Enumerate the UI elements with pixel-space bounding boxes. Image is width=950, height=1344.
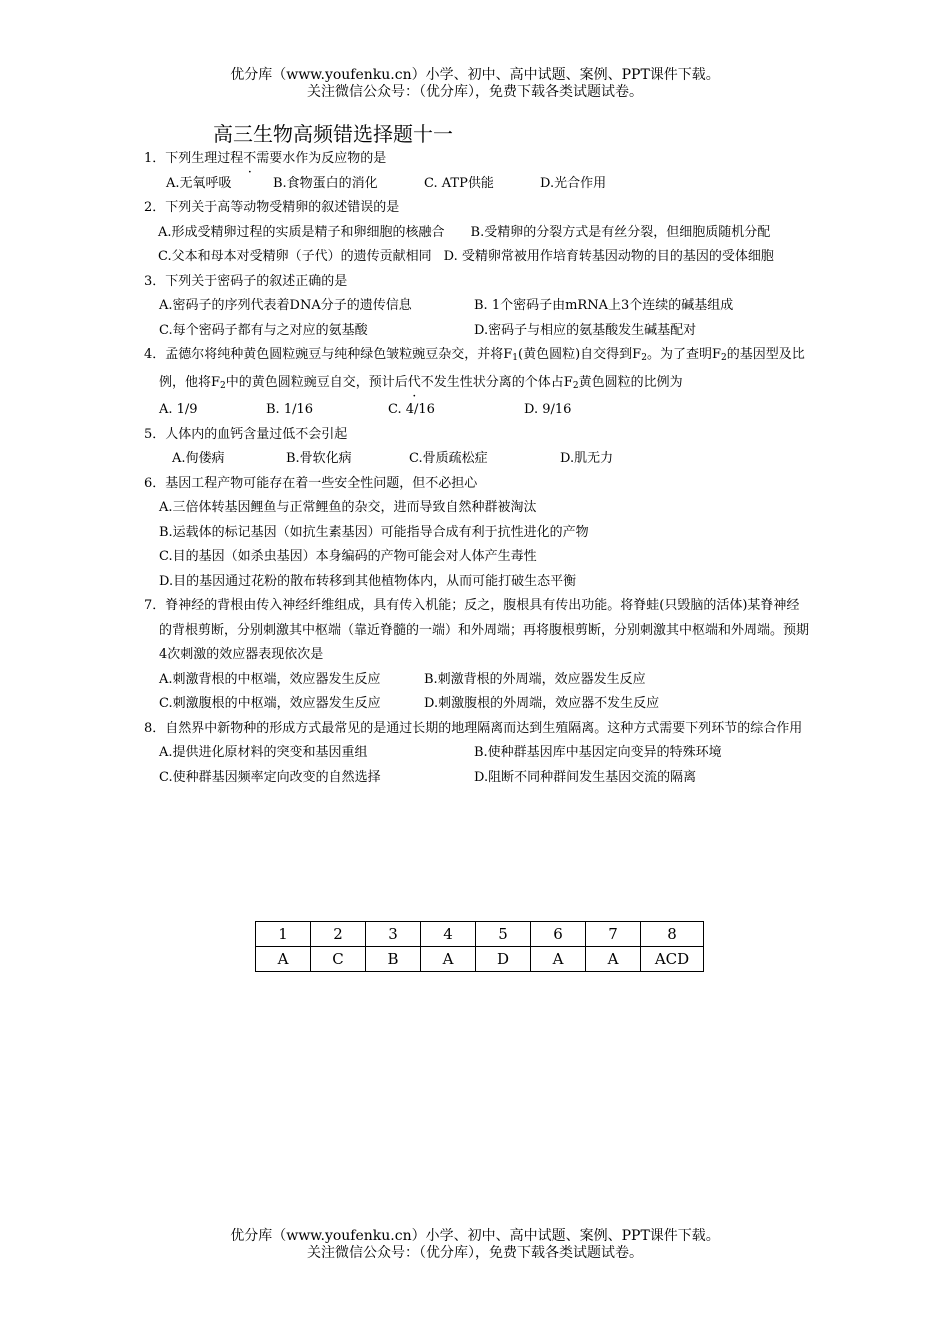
option-a: A.刺激背根的中枢端，效应器发生反应 <box>159 671 381 687</box>
question-6-option-b: B.运载体的标记基因（如抗生素基因）可能指导合成有利于抗性进化的产物 <box>159 524 589 540</box>
question-number-cell: 4 <box>421 922 476 947</box>
question-8-stem: 8．自然界中新物种的形成方式最常见的是通过长期的地理隔离而达到生殖隔离。这种方式需要下列环节的综合作用 <box>144 720 803 736</box>
option-c: C. 4/16 <box>388 402 435 417</box>
header-line-1: 优分库（www.youfenku.cn）小学、初中、高中试题、案例、PPT课件下载。 <box>230 67 720 83</box>
option-a: A.形成受精卵过程的实质是精子和卵细胞的核融合 <box>158 224 445 240</box>
option-b: B.食物蛋白的消化 <box>273 175 378 191</box>
footer-line-1: 优分库（www.youfenku.cn）小学、初中、高中试题、案例、PPT课件下载。 <box>230 1228 720 1244</box>
answer-cell: B <box>366 947 421 972</box>
page-footer <box>0 1228 950 1262</box>
question-1-stem: 1．下列生理过程不需要水作为反应物的是 <box>144 151 387 166</box>
question-1-options <box>144 172 810 197</box>
question-5-stem: 5．人体内的血钙含量过低不会引起 <box>144 426 348 442</box>
question-4-stem: 4．孟德尔将纯种黄色圆粒豌豆与纯种绿色皱粒豌豆杂交，并将$F_1$(黄色圆粒)自交得到$F_2$。为了查明$F_2$的基因型及比例，他将$F_2$中的黄色圆粒豌豆自交，预计后代不发生性状分离的个体占$F_2$黄色圆粒的比例为 <box>144 347 805 391</box>
option-a: A.提供进化原材料的突变和基因重组 <box>159 745 368 760</box>
question-6-option-d: D.目的基因通过花粉的散布转移到其他植物体内，从而可能打破生态平衡 <box>159 573 577 589</box>
option-d: D. 9/16 <box>524 402 572 417</box>
answer-cell: A <box>256 947 311 972</box>
question-number-cell: 5 <box>476 922 531 947</box>
question-5-options <box>144 447 810 472</box>
question-2-options-cd <box>144 245 810 270</box>
question-6-option-a: A.三倍体转基因鲤鱼与正常鲤鱼的杂交，进而导致自然种群被淘汰 <box>159 500 537 515</box>
footer-line-2: 关注微信公众号：（优分库），免费下载各类试题试卷。 <box>307 1245 643 1261</box>
option-b: B.使种群基因库中基因定向变异的特殊环境 <box>474 745 722 760</box>
option-d: D.阻断不同种群间发生基因交流的隔离 <box>474 769 697 785</box>
question-number-cell: 8 <box>641 922 704 947</box>
answer-table-number-row <box>256 922 704 947</box>
question-list <box>144 147 810 790</box>
option-a: A.无氧呼吸 <box>166 175 232 191</box>
emphasis-dot-text: 不 <box>420 374 434 390</box>
answer-cell: ACD <box>641 947 704 972</box>
answer-table <box>255 921 704 972</box>
answer-cell: A <box>531 947 586 972</box>
option-b: B. 1/16 <box>266 402 314 417</box>
option-b: B.受精卵的分裂方式是有丝分裂，但细胞质随机分配 <box>470 224 771 240</box>
answer-table-answer-row <box>256 947 704 972</box>
question-3-options-cd <box>144 319 810 344</box>
option-d: D.刺激腹根的外周端，效应器不发生反应 <box>424 696 660 711</box>
option-c: C.使种群基因频率定向改变的自然选择 <box>159 769 381 785</box>
question-6-stem: 6．基因工程产物可能存在着一些安全性问题，但不必担心 <box>144 475 478 491</box>
option-d: D.肌无力 <box>560 451 614 466</box>
question-7-stem: 7．脊神经的背根由传入神经纤维组成，具有传入机能；反之，腹根具有传出功能。将脊蛙(只毁脑的活体)某脊神经的背根剪断，分别刺激其中枢端（靠近脊髓的一端）和外周端；再将腹根剪断，分别刺激其中枢端和外周端。预期4次刺激的效应器表现依次是 <box>144 598 810 662</box>
question-number-cell: 3 <box>366 922 421 947</box>
question-2-options-ab <box>144 221 810 246</box>
question-6-option-c: C.目的基因（如杀虫基因）本身编码的产物可能会对人体产生毒性 <box>159 549 537 564</box>
option-d: D.光合作用 <box>540 175 607 191</box>
question-8-options-cd <box>144 766 810 791</box>
question-4-options <box>144 398 810 423</box>
answer-cell: C <box>311 947 366 972</box>
question-7-options-ab <box>144 668 810 693</box>
question-number-cell: 1 <box>256 922 311 947</box>
emphasis-dot-text: 不 <box>243 151 257 166</box>
question-number-cell: 2 <box>311 922 366 947</box>
option-c: C. ATP供能 <box>424 175 494 191</box>
header-line-2: 关注微信公众号：（优分库），免费下载各类试题试卷。 <box>307 84 643 100</box>
option-c: C.刺激腹根的中枢端，效应器发生反应 <box>159 696 381 711</box>
option-c: C.每个密码子都有与之对应的氨基酸 <box>159 322 368 338</box>
question-3-stem: 3．下列关于密码子的叙述正确的是 <box>144 273 348 289</box>
question-7-options-cd <box>144 692 810 717</box>
option-b: B.刺激背根的外周端，效应器发生反应 <box>424 671 646 687</box>
question-number-cell: 7 <box>586 922 641 947</box>
question-8-options-ab <box>144 741 810 766</box>
question-3-options-ab <box>144 294 810 319</box>
option-b: B.骨软化病 <box>286 451 352 466</box>
answer-cell: A <box>421 947 476 972</box>
option-a: A.佝偻病 <box>172 451 225 466</box>
question-number-cell: 6 <box>531 922 586 947</box>
option-d: D. 受精卵常被用作培育转基因动物的目的基因的受体细胞 <box>443 249 774 264</box>
option-a: A. 1/9 <box>159 402 198 417</box>
option-a: A.密码子的序列代表着DNA分子的遗传信息 <box>159 298 412 313</box>
page-title: 高三生物高频错选择题十一 <box>213 122 453 146</box>
option-d: D.密码子与相应的氨基酸发生碱基配对 <box>474 322 697 338</box>
option-c: C.骨质疏松症 <box>409 451 488 466</box>
answer-cell: D <box>476 947 531 972</box>
page-header <box>0 67 950 101</box>
answer-cell: A <box>586 947 641 972</box>
option-c: C.父本和母本对受精卵（子代）的遗传贡献相同 <box>158 249 432 264</box>
option-b: B. 1个密码子由mRNA上3个连续的碱基组成 <box>474 298 734 313</box>
question-2-stem: 2．下列关于高等动物受精卵的叙述错误的是 <box>144 200 400 215</box>
